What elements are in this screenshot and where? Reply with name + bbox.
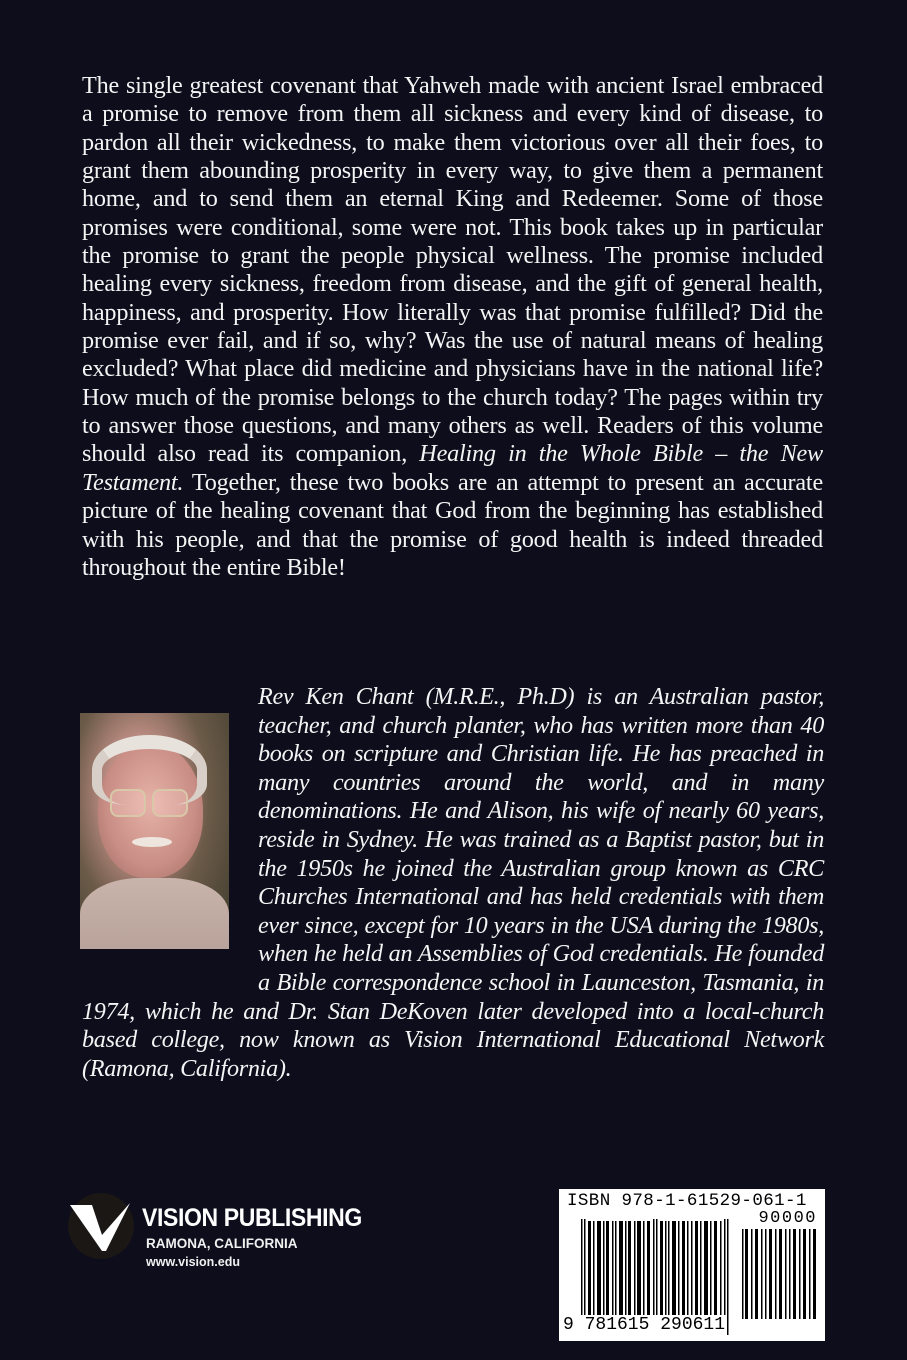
blurb-text-1: The single greatest covenant that Yahweh made with ancient Israel embraced a promise to remove from them all sickness and every kind of disease, to pardon all their wickedness, to make them victorious over all their foes, to grant them abounding prosperity in every way, to give them a permanent home, and to send them an eternal King and Redeemer. Some of those promises were conditional, some were not. This book takes up in particular the promise to grant the people physical wellness. The promise included healing every sickness, freedom from disease, and the gift of general health, happiness, and prosperity. How literally was that promise fulfilled? Did the promise ever fail, and if so, why? Was the use of natural means of healing excluded? What place did medicine and physicians have in the national life? How much of the promise belongs to the church today? The pages within try to answer those questions, and many others as well. Readers of this volume should also read its companion, (82, 72, 823, 468)
back-cover-blurb (82, 72, 823, 582)
blurb-text-2: Together, these two books are an attempt to present an accurate picture of the healing covenant that God from the beginning has established with his people, and that the promise of good health is indeed threaded throughout the entire Bible! (82, 468, 823, 581)
publisher-website[interactable]: www.vision.edu (146, 1255, 240, 1269)
ean-number: 9 781615 290611 (563, 1315, 726, 1335)
author-bio-text: Rev Ken Chant (M.R.E., Ph.D) is an Australian pastor, teacher, and church planter, who has written more than 40 books on scripture and Christian life. He has preached in many countries around the world, and in many denominations. He and Alison, his wife of nearly 60 years, reside in Sydney. He was trained as a Baptist pastor, but in the 1950s he joined the Australian group known as CRC Churches International and has held credentials with them ever since, except for 10 years in the USA during the 1980s, when he held an Assemblies of God credentials. He founded a Bible correspondence school in Launceston, Tasmania, in 1974, which he and Dr. Stan DeKoven later developed into a local-church based college, now known as Vision International Educational Network (Ramona, California). (82, 683, 824, 1082)
isbn-barcode (559, 1189, 825, 1341)
publisher-city: RAMONA, CALIFORNIA (146, 1236, 298, 1251)
vision-logo-icon (68, 1193, 134, 1259)
barcode-addon-number: 90000 (758, 1209, 817, 1228)
author-bio (82, 683, 824, 1083)
publisher-name: VISION PUBLISHING (142, 1204, 362, 1232)
addon-bars (742, 1229, 818, 1319)
isbn-label: ISBN 978-1-61529-061-1 (567, 1191, 807, 1211)
companion-book-title: Healing in the Whole Bible – the New Testament. (82, 440, 823, 496)
